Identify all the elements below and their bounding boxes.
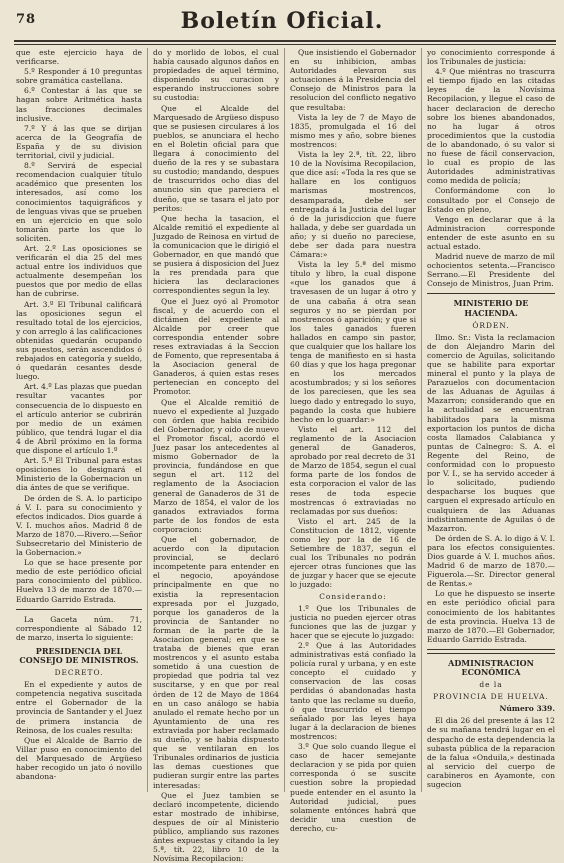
considerando-heading: Considerando: [319,591,387,601]
paragraph: Art. 4.º Las plazas que puedan resultar vacantes por consecuencia de lo dispuesto en el artículo anterior se cubrirán por medio de un exámen público, que tendrá lugar el dia 4 de Abril próximo en la forma que dispone el artículo 1.º [16,382,142,456]
paragraph: Vengo en declarar que á la Administracion corresponde entender de este asunto en su actual estado. [427,214,555,251]
paragraph: Art. 3.º El Tribunal calificará las oposiciones segun el resultado total de los ejercicios, y con arreglo á las calificaciones obtenidas quedarán ocupando sus puestos, serán ascendidos ó rebajados en categoría y sueldo, ó quedarán cesantes desde luego. [16,299,142,382]
section-subheading: DECRETO. [54,668,104,678]
masthead-rule-thin [14,44,556,45]
paragraph: 2.º Que á las Autoridades administrativas está confiado la policía rural y urbana, y en este concepto el cuidado y conservacion de las cosas perdidas ó abandonadas hasta tanto que las reclame su dueño, ó que trascurrido el tiempo señalado por las leyes haya lugar á la declaracion de bienes mostrencos: [290,641,416,741]
paragraph: Que el Alcalde de Barrio de Villar puso en conocimiento del del Marquesado de Argüeso haber recogido un jato ó novillo abandona- [16,735,142,782]
paragraph: Que hecha la tasacion, el Alcalde remitió el expediente al Juzgado de Reinosa en virtud de la comunicacion que le dirigió el Gobernador, en que mandó que se pusiera á disposicion del Juez la res prendada para que hiciera las declaraciones correspondientes segun la ley. [153,213,279,296]
paragraph: 5.º Responder á 10 preguntas sobre gramática castellana. [16,67,142,86]
paragraph: Vista la ley 2.ª, tít. 22, libro 10 de la Novísima Recopilacion, que dice así: «Toda la res que se hallare en los contiguos marismas mostrencos, desamparada, debe ser entregada á la Justicia del lugar ó de la jurisdiccion que fuere hallada, y debe ser guardada un año; y si dueño no pareciese, debe ser dada para nuestra Cámara:» [290,150,416,260]
paragraph: 6.º Contestar á las que se hagan sobre Aritmética hasta las fracciones decimales inclusive. [16,86,142,123]
column-3 [290,48,416,833]
paragraph: Que el Alcalde remitió de nuevo el expediente al Juzgado con órden que habia recibido del Gobernador, y oido de nuevo el Promotor fiscal, acordó el Juez pasar los antecedentes al mismo Gobernador de la provincia, fundándose en que segun el art. 112 del reglamento de la Asociacion general de Ganaderos de 31 de Marzo de 1854, el valor de los ganados extraviados forma parte de los fondos de esta corporacion: [153,397,279,534]
section-rule [16,609,142,610]
column-divider [284,48,285,792]
paragraph: Vista la ley 5.ª del mismo título y libro, la cual dispone «que los ganados que á travesasen de un lugar á otro y de una cabaña á otra sean seguros y no se pierdan por mostrencos ó aparición; y que si los tales ganados fueren hallados en campo sin pastor, que cualquier que los hallare los tenga de manifiesto en si hasta 60 dias y que los haga pregonar en los mercados acostumbrados; y si los señores de los pareciesen, que les sea luego dado y entregado lo suyo, pagando la costa que hubiere hecho en lo guardar:» [290,260,416,424]
paragraph: Ilmo. Sr.: Vista la reclamacion de don Alejandro Marin del comercio de Aguilas, solicitando que se habilite para exportar mineral el punto y la playa de Parazuelos con documentacion de las Aduanas de Aguilas á Mazarron; considerando que en la actualidad se encuentran habilitados para la misma exportacion los puntos de dicha costa llamados Calabianca y puntas de Calnegro: S. A. el Regente del Reino, de conformidad con lo propuesto por V. I., se ha servido acceder á lo solicitado, pudiendo despacharse los buques que carguen el expresado artículo en cualquiera de las Aduanas indistintamente de Aguilas ó de Mazarron. [427,332,555,533]
paragraph: 4.º Que miéntras no trascurra el tiempo fijado en las citadas leyes de la Novísima Recopilacion, y llegue el caso de hacer declaracion de derecho sobre los bienes abandonados, no ha lugar á otros procedimientos que la custodia de lo abandonado, ó su valor si no fuese de fácil conservacion, lo cual es propio de las Autoridades administrativas como medida de policía; [427,67,555,186]
paragraph: Que el Alcalde del Marquesado de Argüeso dispuso que se pusiesen circulares á los pueblos, se anunciara el hecho en el Boletin oficial para que llegara á conocimiento del dueño de la res y se subastara su custodio; mandando, despues de trascurridos ocho dias del anuncio sin que pareciera el dueño, que se tasara el jato por peritos: [153,103,279,213]
paragraph: 3.º Que solo cuando llegue el caso de hacer semejante declaracion y se pida por quien corresponda ó se suscite cuestion sobre la propiedad puede entender en el asunto la Autoridad judicial, pues solamente entónces habrá que decidir una cuestion de derecho, cu- [290,742,416,833]
paragraph: Madrid nueve de marzo de mil ochocientos setenta.—Francisco Serrano.—El Presidente del Consejo de Ministros, Juan Prim. [427,252,555,289]
paragraph: yo conocimiento corresponde á los Tribunales de justicia: [427,48,555,67]
administration-heading: ADMINISTRACION ECONÓMICA [448,657,534,677]
masthead [0,0,564,44]
paragraph: Lo que he dispuesto se inserte en este periódico oficial para conocimiento de los habitantes de esta provincia. Huelva 13 de marzo de 1870.—El Gobernador, Eduardo Garrido Estrada. [427,589,555,644]
notice-number: Número 339. [499,704,555,714]
paragraph: 1.º Que los Tribunales de justicia no pueden ejercer otras funciones que las de juzgar y hacer que se ejecute lo juzgado: [290,603,416,640]
paragraph: Que el Juez oyó al Promotor fiscal, y de acuerdo con el dictámen del expediente al Alcalde por creer que correspondia entender sobre reses extraviadas á la Seccion de Fomento, que representaba á la Asociacion general de Ganaderos, á quien estas reses pertenecian en concepto del Promotor. [153,296,279,397]
paragraph: El dia 26 del presente á las 12 de su mañana tendrá lugar en el despacho de esta dependencia la subasta pública de la reparacion de la falua «Onduila,» destinada al servicio del cuerpo de carabineros en Ayamonte, con sugecion [427,716,555,790]
paragraph: Art. 2.º Las oposiciones se verificarán el dia 25 del mes actual entre los individuos que actualmente desempeñan los puestos que por medio de ellas han de cubrirse. [16,243,142,299]
paragraph: Lo que se hace presente por medio de este periódico oficial para conocimiento del público. Huelva 13 de marzo de 1870.—Eduardo Garrido Estrada. [16,558,142,604]
page-number: 78 [16,12,37,27]
column-4 [427,48,555,792]
paragraph: De órden de S. A. lo digo á V. I. para los efectos consiguientes. Dios guarde á V. I. muchos años. Madrid 6 de marzo de 1870.—Figuerola.—Sr. Director general de Rentas.» [427,533,555,589]
paragraph: Art. 5.º El Tribunal para estas oposiciones lo designará el Ministerio de la Gobernacion un dia ántes de que se verifique. [16,456,142,493]
paragraph: 8.º Servirá de especial recomendacion cualquier título académico que presenten los interesados, así como los conocimientos taquigráficos y de lenguas vivas que se prueben en un ejercicio en que solo tomarán parte los que lo soliciten. [16,161,142,243]
section-rule [427,293,555,294]
column-divider [421,48,422,792]
column-divider [147,48,148,792]
paragraph: Conformándome con lo consultado por el Consejo de Estado en pleno, [427,186,555,214]
paragraph: Vista la ley de 7 de Mayo de 1835, promulgada el 16 del mismo mes y año, sobre bienes mostrencos: [290,112,416,149]
paragraph: que este ejercicio haya de verificarse. [16,48,142,67]
order-heading: ÓRDEN. [472,320,510,330]
paragraph: En el expediente y autos de competencia negativa suscitada entre el Gobernador de la provincia de Santander y el Juez de primera instancia de Reinosa, de los cuales resulta: [16,680,142,735]
ministry-heading: MINISTERIO DE HACIENDA. [453,298,529,318]
column-2 [153,48,279,863]
column-1 [16,48,142,792]
masthead-rule [14,40,556,42]
page-title: Boletín Oficial. [180,8,384,34]
administration-province: PROVINCIA DE HUELVA. [433,692,549,702]
section-heading: PRESIDENCIA DEL CONSEJO DE MINISTROS. [19,645,139,665]
paragraph: Que el Juez tambien se declaró incompetente, diciendo estar mostrado de inhibirse, despues de oír al Ministerio público, ampliando sus razones ántes expuestas y citando la ley 5.ª, tít. 22, libro 10 de la Novísima Recopilacion: [153,790,279,863]
paragraph: De órden de S. A. lo participo á V. I. para su conocimiento y efectos indicados. Dios guarde á V. I. muchos años. Madrid 8 de Marzo de 1870.—Rivero.—Señor Subsecretario del Ministerio de la Gobernacion.» [16,493,142,558]
paragraph: do y morlido de lobos, el cual había causado algunos daños en propiedades de aquel término, disponiendo su curacion y esperando instrucciones sobre su custodia: [153,48,279,103]
administration-connector: de la [479,680,503,690]
paragraph: La Gaceta núm. 71, correspondiente al Sábado 12 de marzo, inserta lo siguiente: [16,614,142,642]
paragraph: Que insistiendo el Gobernador en su inhibicion, ambas Autoridades elevaron sus actuaciones á la Presidencia del Consejo de Ministros para la resolucion del conflicto negativo que resultaba: [290,48,416,112]
section-double-rule [427,649,555,654]
paragraph: 7.º Y á las que se dirijan acerca de la Geografía de España y de su division territorial, civil y judicial. [16,123,142,161]
paragraph: Visto el art. 245 de la Constitucion de 1812, vigente como ley por la de 16 de Setiembre de 1837, segun el cual los Tribunales no podrán ejercer otras funciones que las de juzgar y hacer que se ejecute lo juzgado: [290,516,416,590]
paragraph: Visto el art. 112 del reglamento de la Asociacion general de Ganaderos, aprobado por real decreto de 31 de Marzo de 1854, segun el cual forma parte de los fondos de esta corporacion el valor de las reses de toda especie mostrencas ó extraviadas no reclamadas por sus dueños: [290,424,416,516]
paragraph: Que el gobernador, de acuerdo con la diputacion provincial, se declaró incompetente para entender en el negocio, apoyándose principalmente en que no existia la representacion expresada por el Juzgado, porque los ganaderos de la provincia de Santander no forman de la parte de la Asociacion general; en que se trataba de bienes que eran mostrencos y el asunto estaba sometido á una cuestion de propiedad que podria tal vez suscitarse, y en que por real órden de 12 de Mayo de 1864 en un caso análogo se habia anulado el remate hecho por un Ayuntamiento de una res extraviada por haber reclamado su dueño, y se habia dispuesto que se ventilaran en los Tribunales ordinarios de justicia las demas cuestiones que pudieran surgir entre las partes interesadas: [153,534,279,790]
